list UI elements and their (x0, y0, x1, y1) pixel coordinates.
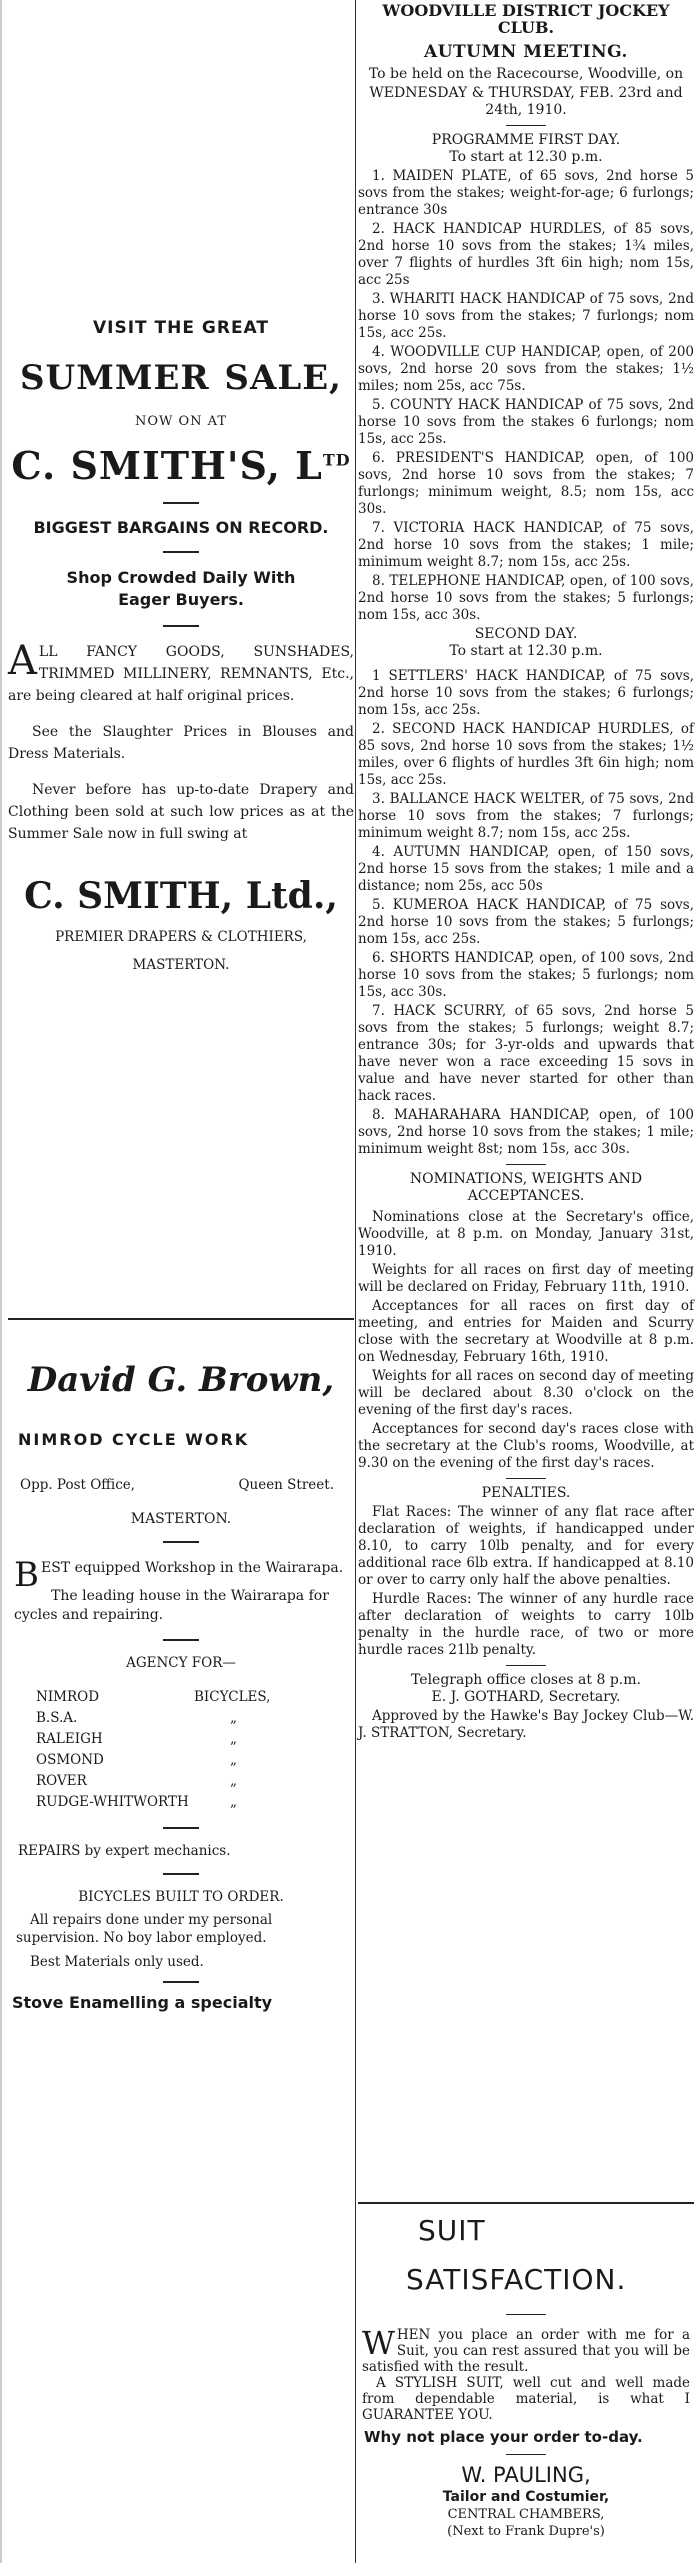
divider (163, 1981, 199, 1983)
agency-row: RALEIGH „ (36, 1731, 237, 1747)
race-item: 3. WHARITI HACK HANDICAP of 75 sovs, 2nd horse 10 sovs from the stakes; 7 furlongs; nom 15s, acc 25s. (358, 291, 694, 341)
cycle-paragraph-1-text: EST equipped Workshop in the Wairarapa. (41, 1560, 344, 1576)
divider (506, 1164, 546, 1165)
agency-row: OSMOND „ (36, 1752, 237, 1768)
agency-heading: AGENCY FOR— (126, 1655, 236, 1671)
penalty-item: Hurdle Races: The winner of any hurdle race after declaration of weights to carry 10lb penalty in the hurdle race, of two or more hurdle races 21lb penalty. (358, 1591, 694, 1658)
nomination-item: Acceptances for second day's races close with the secretary at the Club's rooms, Woodville, at 9.30 on the evening of the first day's races. (358, 1421, 694, 1471)
race-item: 6. SHORTS HANDICAP, open, of 100 sovs, 2nd horse 10 sovs from the stakes; 5 furlongs; nom 15s, acc 30s. (358, 950, 694, 1000)
telegraph-line: Telegraph office closes at 8 p.m. (411, 1672, 641, 1688)
programme-first-day: PROGRAMME FIRST DAY. (431, 132, 621, 148)
held-line: To be held on the Racecourse, Woodville, on (368, 66, 684, 82)
sale-headline-right: SALE, (224, 358, 342, 398)
race-item: 4. WOODVILLE CUP HANDICAP, open, of 200 sovs, 2nd horse 20 sovs from the stakes; 1½ miles; nom 25s, acc 75s. (358, 344, 694, 394)
works-name: NIMROD CYCLE WORK (18, 1430, 250, 1449)
agency-row: NIMROD BICYCLES, (36, 1689, 271, 1705)
divider (163, 1827, 199, 1829)
ad-border (358, 2202, 694, 2204)
suit-paragraph-1 (358, 2324, 694, 2375)
now-on-line: NOW ON AT (134, 414, 228, 429)
drop-cap: W (362, 2324, 395, 2362)
enamelling-line: Stove Enamelling a specialty (12, 1993, 273, 2012)
best-materials: Best Materials only used. (30, 1954, 204, 1970)
nomination-item: Weights for all races on first day of meeting will be declared on Friday, February 11th, 1910. (358, 1262, 694, 1295)
sale-paragraph-1 (8, 638, 354, 707)
bargains-line: BIGGEST BARGAINS ON RECORD. (33, 518, 329, 537)
secretary-line: E. J. GOTHARD, Secretary. (431, 1689, 621, 1705)
cycle-paragraph-1 (8, 1555, 354, 1595)
race-item: 8. TELEPHONE HANDICAP, open, of 100 sovs, 2nd horse 10 sovs from the stakes; 5 furlongs; nom 15s, acc 30s. (358, 573, 694, 623)
sale-headline (20, 358, 342, 398)
second-day-heading: SECOND DAY. (474, 626, 578, 642)
firm-name-2: C. SMITH, Ltd., (24, 875, 338, 917)
nominations-text (358, 1209, 694, 1472)
chambers-line: CENTRAL CHAMBERS, (447, 2507, 605, 2522)
race-item: 7. HACK SCURRY, of 65 sovs, 2nd horse 5 sovs from the stakes; 5 furlongs; weight 8.7; entrance 30s; for 3-yr-olds and upwards that have never won a race exceeding 15 sovs in value and have never started for other than hack races. (358, 1003, 694, 1104)
agency-row: RUDGE-WHITWORTH „ (36, 1794, 237, 1810)
club-title: WOODVILLE DISTRICT JOCKEY CLUB. (382, 1, 670, 37)
sale-paragraph-1-text: LL FANCY GOODS, SUNSHADES, TRIMMED MILLINERY, REMNANTS, Etc., are being cleared at half original prices. (8, 644, 354, 704)
town-line: MASTERTON. (132, 957, 230, 973)
repairs-line: REPAIRS by expert mechanics. (18, 1843, 231, 1859)
race-item: 4. AUTUMN HANDICAP, open, of 150 sovs, 2nd horse 15 sovs from the stakes; 1 mile and a distance; nom 25s, acc 50s (358, 844, 694, 894)
tailor-ad (358, 2214, 694, 2539)
address-left: Opp. Post Office, (20, 1477, 136, 1493)
nomination-item: Nominations close at the Secretary's office, Woodville, at 8 p.m. on Monday, January 31st, 1910. (358, 1209, 694, 1259)
sale-paragraph-2: See the Slaughter Prices in Blouses and Dress Materials. (8, 724, 354, 762)
meeting-title: AUTUMN MEETING. (424, 42, 628, 62)
divider (506, 1665, 546, 1666)
column-rule (355, 0, 356, 2563)
divider (506, 125, 546, 126)
nominations-heading: NOMINATIONS, WEIGHTS AND ACCEPTANCES. (409, 1171, 643, 1204)
firm-name (8, 443, 354, 488)
built-to-order: BICYCLES BUILT TO ORDER. (78, 1889, 284, 1905)
agency-row: ROVER „ (36, 1773, 237, 1789)
drop-cap: B (14, 1555, 39, 1595)
race-item: 5. KUMEROA HACK HANDICAP, of 75 sovs, 2nd horse 10 sovs from the stakes; 5 furlongs; nom 15s, acc 25s. (358, 897, 694, 947)
firm-name-main: C. SMITH'S, L (11, 443, 323, 488)
penalty-item: Flat Races: The winner of any flat race after declaration of weights, if handicapped under 8.10, to carry 10lb penalty, and for every additional race 6lb extra. If handicapped at 8.10 or over to carry only half the above penalties. (358, 1504, 694, 1588)
start-time-first-day: To start at 12.30 p.m. (449, 149, 603, 165)
divider (163, 1873, 199, 1875)
divider (163, 1639, 199, 1641)
personal-supervision: All repairs done under my personal supervision. No boy labor employed. (16, 1912, 273, 1946)
race-item: 3. BALLANCE HACK WELTER, of 75 sovs, 2nd horse 10 sovs from the stakes; 7 furlongs; minimum weight 8.7; nom 15s, acc 25s. (358, 791, 694, 841)
next-to-line: (Next to Frank Dupre's) (447, 2524, 605, 2539)
address-line (8, 1477, 354, 1493)
firm-name-sup: TD (322, 450, 351, 470)
first-day-races (358, 168, 694, 624)
cycle-town: MASTERTON. (130, 1511, 232, 1527)
left-column (8, 0, 354, 2563)
suit-paragraph-2: A STYLISH SUIT, well cut and well made from dependable material, is what I GUARANTEE YOU. (362, 2375, 690, 2423)
penalties-text (358, 1504, 694, 1659)
crowded-line: Shop Crowded Daily With Eager Buyers. (66, 568, 296, 609)
nomination-item: Weights for all races on second day of meeting will be declared about 8.30 o'clock on the evening of the first day's races. (358, 1368, 694, 1418)
divider (163, 551, 199, 553)
meeting-dates: WEDNESDAY & THURSDAY, FEB. 23rd and 24th, 1910. (369, 85, 683, 118)
race-item: 1 SETTLERS' HACK HANDICAP, of 75 sovs, 2nd horse 10 sovs from the stakes; 6 furlongs; nom 15s, acc 25s. (358, 668, 694, 718)
address-right: Queen Street. (238, 1477, 334, 1493)
drapers-line: PREMIER DRAPERS & CLOTHIERS, (55, 929, 307, 945)
order-today: Why not place your order to-day. (364, 2428, 643, 2446)
drop-cap: A (8, 638, 37, 684)
sale-paragraph-3: Never before has up-to-date Drapery and Clothing been sold at such low prices as at the Summer Sale now in full swing at (8, 782, 354, 842)
divider (163, 1541, 199, 1543)
page-edge (0, 0, 2, 2563)
race-item: 8. MAHARAHARA HANDICAP, open, of 100 sovs, 2nd horse 10 sovs from the stakes; 1 mile; minimum weight 8st; nom 15s, acc 30s. (358, 1107, 694, 1157)
race-item: 6. PRESIDENT'S HANDICAP, open, of 100 sovs, 2nd horse 10 sovs from the stakes; 7 furlongs; minimum weight, 8.5; nom 15s, acc 30s. (358, 450, 694, 517)
second-day-races (358, 668, 694, 1158)
suit-paragraph-1-text: HEN you place an order with me for a Suit, you can rest assured that you will be satisfied with the result. (362, 2327, 690, 2375)
race-item: 7. VICTORIA HACK HANDICAP, of 75 sovs, 2nd horse 10 sovs from the stakes; 1 mile; minimum weight 8.7; nom 15s, acc 25s. (358, 520, 694, 570)
race-item: 2. SECOND HACK HANDICAP HURDLES, of 85 sovs, 2nd horse 10 sovs from the stakes; 1½ miles, over 6 flights of hurdles 3ft 6in high; nom 15s, acc 25s. (358, 721, 694, 788)
jockey-club-notice (358, 0, 694, 1744)
divider (163, 625, 199, 627)
cycle-works-ad (8, 1360, 354, 2012)
suit-headline-1: SUIT (418, 2214, 486, 2247)
ad-border (8, 1318, 354, 1320)
suit-headline-2: SATISFACTION. (406, 2263, 627, 2296)
divider (163, 502, 199, 504)
tailor-trade: Tailor and Costumier, (442, 2489, 610, 2505)
divider (506, 2454, 546, 2455)
summer-sale-ad (8, 318, 354, 973)
agency-row: B.S.A. „ (36, 1710, 237, 1726)
nomination-item: Acceptances for all races on first day of meeting, and entries for Maiden and Scurry close with the secretary at Woodville at 8 p.m. on Wednesday, February 16th, 1910. (358, 1298, 694, 1365)
approval-line: Approved by the Hawke's Bay Jockey Club—W. J. STRATTON, Secretary. (358, 1708, 694, 1741)
agency-list (8, 1687, 354, 1813)
sale-headline-left: SUMMER (20, 358, 210, 398)
visit-line: VISIT THE GREAT (92, 318, 269, 338)
divider (506, 2314, 546, 2315)
cycle-paragraph-2: The leading house in the Wairarapa for cycles and repairing. (14, 1588, 329, 1623)
race-item: 5. COUNTY HACK HANDICAP of 75 sovs, 2nd horse 10 sovs from the stakes 6 furlongs; nom 15s, acc 25s. (358, 397, 694, 447)
start-time-second-day: To start at 12.30 p.m. (449, 643, 603, 659)
right-column (358, 0, 694, 2563)
divider (506, 1478, 546, 1479)
race-item: 1. MAIDEN PLATE, of 65 sovs, 2nd horse 5 sovs from the stakes; weight-for-age; 6 furlongs; entrance 30s (358, 168, 694, 218)
race-item: 2. HACK HANDICAP HURDLES, of 85 sovs, 2nd horse 10 sovs from the stakes; 1¾ miles, over 7 flights of hurdles 3ft 6in high; nom 15s, acc 25s (358, 221, 694, 288)
tailor-name: W. PAULING, (461, 2463, 591, 2487)
proprietor-name: David G. Brown, (27, 1360, 335, 1400)
penalties-heading: PENALTIES. (481, 1485, 571, 1501)
